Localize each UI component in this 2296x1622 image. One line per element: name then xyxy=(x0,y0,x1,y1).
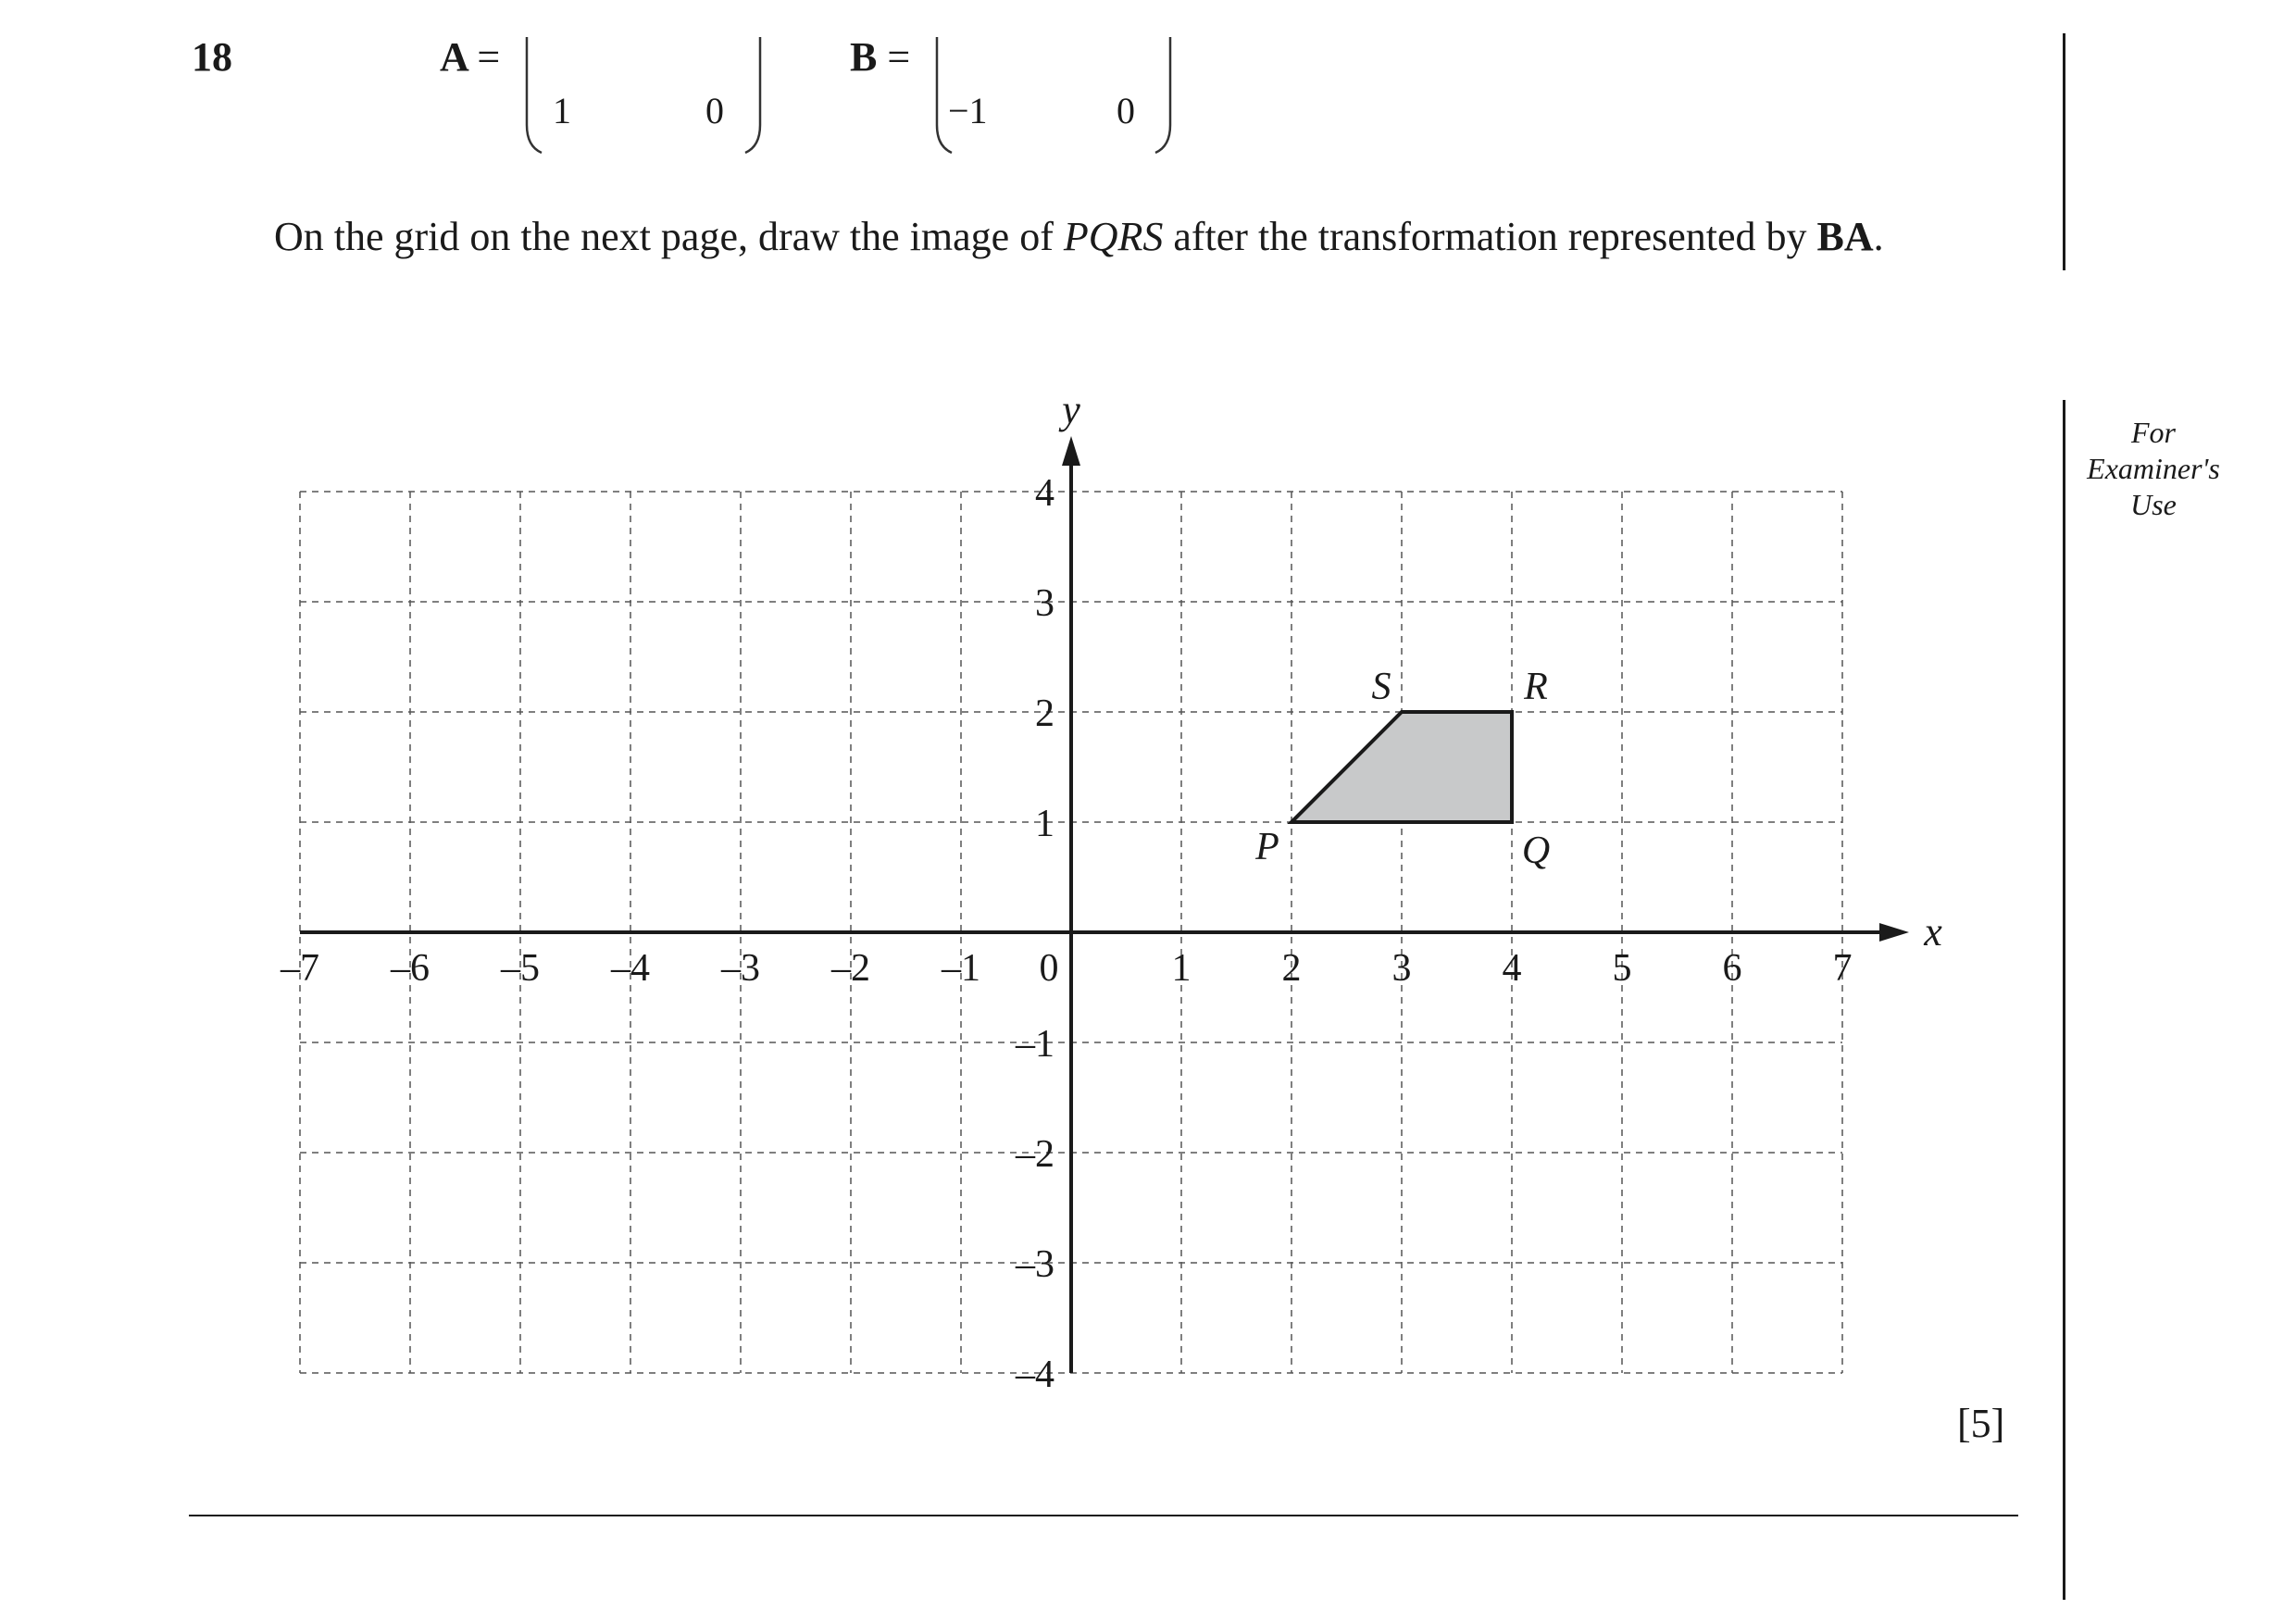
marks-allocation: [5] xyxy=(1957,1401,2005,1446)
matrix-b-name: B xyxy=(850,34,878,80)
instruction-part3: . xyxy=(1873,214,1884,259)
x-tick-label: –5 xyxy=(501,947,540,990)
vertex-label-p: P xyxy=(1255,826,1279,868)
question-number: 18 xyxy=(192,34,232,80)
vertex-label-q: Q xyxy=(1521,830,1551,872)
x-tick-label: –2 xyxy=(831,947,870,990)
vertex-label-s: S xyxy=(1371,666,1391,708)
shape-pqrs xyxy=(1292,712,1512,822)
answer-bottom-rule xyxy=(189,1515,2018,1516)
x-tick-label: –7 xyxy=(281,947,319,990)
matrix-a-cell-21: 1 xyxy=(553,90,571,131)
x-tick-label: 6 xyxy=(1722,947,1742,990)
matrix-b-cell-21: −1 xyxy=(948,90,988,131)
x-axis-label: x xyxy=(1924,909,1942,954)
vertex-label-r: R xyxy=(1524,666,1548,708)
matrix-b-cell-22: 0 xyxy=(1117,90,1135,131)
x-tick-label: 1 xyxy=(1171,947,1192,990)
x-tick-label: 0 xyxy=(1039,947,1059,990)
x-tick-label: –4 xyxy=(611,947,650,990)
x-tick-label: 7 xyxy=(1832,947,1853,990)
x-tick-label: 3 xyxy=(1391,947,1412,990)
y-tick-label: 3 xyxy=(1035,582,1054,625)
x-tick-label: 4 xyxy=(1502,947,1522,990)
matrix-a-cell-22: 0 xyxy=(705,90,724,131)
x-axis-arrow xyxy=(1879,923,1909,942)
y-tick-label: 2 xyxy=(1035,692,1054,735)
examiner-line-1: For xyxy=(2131,416,2176,449)
matrix-a-equals: = xyxy=(477,34,501,80)
y-axis-label: y xyxy=(1062,387,1080,432)
matrix-a-name: A xyxy=(440,34,468,80)
y-tick-label: –2 xyxy=(1016,1133,1054,1176)
instruction-shape: PQRS xyxy=(1063,214,1164,259)
examiner-line-2: Examiner's xyxy=(2087,452,2220,485)
y-tick-label: –4 xyxy=(1016,1354,1054,1396)
instruction-part1: On the grid on the next page, draw the image of xyxy=(274,214,1064,259)
y-tick-label: 4 xyxy=(1035,472,1054,515)
y-tick-label: 1 xyxy=(1035,803,1054,845)
y-axis-arrow xyxy=(1062,436,1080,466)
examiner-line-3: Use xyxy=(2130,488,2177,521)
matrix-b-equals: = xyxy=(887,34,911,80)
x-tick-label: –1 xyxy=(942,947,980,990)
x-tick-label: 2 xyxy=(1281,947,1302,990)
x-tick-label: –6 xyxy=(391,947,430,990)
x-tick-label: 5 xyxy=(1612,947,1632,990)
instruction-matrix: BA xyxy=(1816,214,1874,259)
x-tick-label: –3 xyxy=(721,947,760,990)
y-tick-label: –3 xyxy=(1016,1243,1054,1286)
axes xyxy=(300,387,1942,1373)
instruction-part2: after the transformation represented by xyxy=(1163,214,1817,259)
y-tick-label: –1 xyxy=(1016,1023,1054,1066)
